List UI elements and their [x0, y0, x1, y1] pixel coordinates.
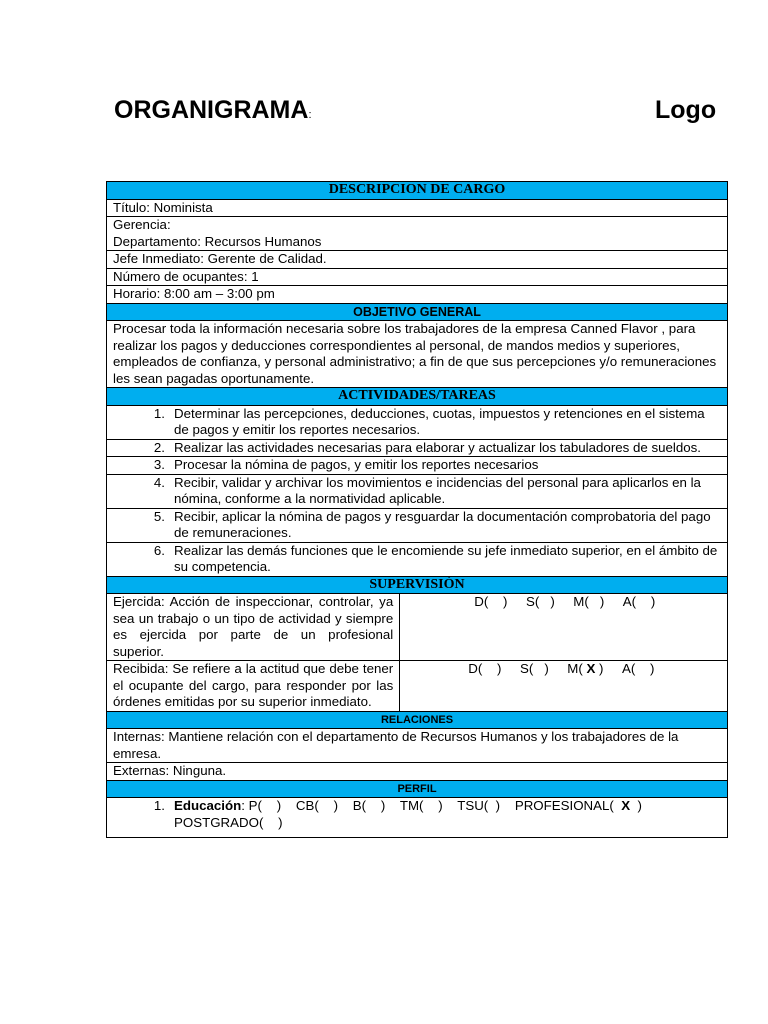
task-number: 5. [153, 508, 165, 524]
gerencia-label: Gerencia: [113, 217, 171, 232]
job-description-table [106, 181, 728, 838]
task-text: Recibir, aplicar la nómina de pagos y resguardar la documentación comprobatoria del pago de remuneraciones. [174, 508, 711, 540]
educacion-label: Educación [174, 798, 242, 813]
task-number: 1. [153, 405, 165, 421]
task-text: Realizar las actividades necesarias para elaborar y actualizar los tabuladores de sueldos. [174, 439, 701, 455]
task-number: 6. [153, 542, 165, 558]
task-number: 2. [153, 439, 165, 455]
educacion-options: : P( ) CB( ) B( ) TM( ) TSU( ) PROFESIONAL( [241, 798, 622, 813]
task-number: 3. [153, 457, 165, 472]
task-item-3 [107, 457, 728, 475]
section-header-relaciones: RELACIONES [107, 711, 728, 729]
option-s: S( ) [525, 594, 555, 609]
task-text: Realizar las demás funciones que le encomiende su jefe inmediato superior, en el ámbito de su competencia. [174, 542, 718, 574]
field-gerencia [107, 217, 728, 251]
task-item-6 [107, 542, 728, 576]
field-horario: Horario: 8:00 am – 3:00 pm [107, 286, 728, 304]
option-d: D( ) [474, 594, 508, 609]
relaciones-externas: Externas: Ninguna. [107, 763, 728, 781]
checked-mark: X [621, 798, 631, 813]
field-titulo: Título: Nominista [107, 199, 728, 217]
section-header-perfil: PERFIL [107, 780, 728, 798]
supervision-ejercida-options [400, 594, 728, 661]
logo-placeholder: Logo [655, 96, 717, 124]
postgrado-option: POSTGRADO( ) [174, 814, 283, 830]
task-number: 4. [153, 474, 165, 490]
option-s: S( ) [519, 661, 549, 676]
option-a: A( ) [621, 661, 655, 676]
section-header-supervision: SUPERVISIÓN [107, 576, 728, 594]
option-m: M( ) [573, 594, 605, 609]
option-m: M( X ) [567, 661, 604, 676]
task-text: Recibir, validar y archivar los movimientos e incidencias del personal para aplicarlos en la nómina, conforme a la normatividad aplicable. [174, 474, 701, 506]
field-jefe: Jefe Inmediato: Gerente de Calidad. [107, 251, 728, 269]
option-d: D( ) [468, 661, 502, 676]
perfil-number: 1. [153, 798, 165, 813]
checked-mark: X [586, 661, 596, 676]
section-header-objetivo: OBJETIVO GENERAL [107, 303, 728, 321]
task-text: Procesar la nómina de pagos, y emitir los reportes necesarios [174, 457, 539, 472]
supervision-recibida-text: Recibida: Se refiere a la actitud que debe tener el ocupante del cargo, para responder por las órdenes emitidas por su superior inmediato. [107, 661, 400, 712]
relaciones-internas: Internas: Mantiene relación con el departamento de Recursos Humanos y los trabajadores de la emresa. [107, 729, 728, 763]
title-colon: : [308, 109, 312, 121]
task-item-4 [107, 474, 728, 508]
section-header-actividades: ACTIVIDADES/TAREAS [107, 388, 728, 406]
supervision-recibida-options [400, 661, 728, 712]
option-a: A( ) [622, 594, 656, 609]
supervision-ejercida-text: Ejercida: Acción de inspeccionar, controlar, ya sea un trabajo o un tipo de actividad y siempre es ejercida por parte de un profesional superior. [107, 594, 400, 661]
page-title: ORGANIGRAMA: [114, 96, 312, 124]
objetivo-text: Procesar toda la información necesaria sobre los trabajadores de la empresa Canned Flavor , para realizar los pagos y deducciones correspondientes al personal, de mandos medios y superiores, empleados de confianza, y personal administrativo; a fin de que sus percepciones y/o remuneraciones les sean pagadas oportunamente. [107, 321, 728, 388]
section-header-descripcion: DESCRIPCION DE CARGO [107, 182, 728, 200]
task-item-1 [107, 405, 728, 439]
task-text: Determinar las percepciones, deducciones, cuotas, impuestos y retenciones en el sistema de pagos y emitir los reportes necesarios. [174, 405, 705, 437]
perfil-item-1 [107, 798, 728, 838]
departamento-label: Departamento: Recursos Humanos [113, 233, 322, 249]
task-item-2 [107, 439, 728, 457]
task-item-5 [107, 508, 728, 542]
perfil-educacion: Educación: P( ) CB( ) B( ) TM( ) TSU( ) PROFESIONAL( X ) POSTGRADO( ) [174, 798, 642, 830]
field-ocupantes: Número de ocupantes: 1 [107, 268, 728, 286]
